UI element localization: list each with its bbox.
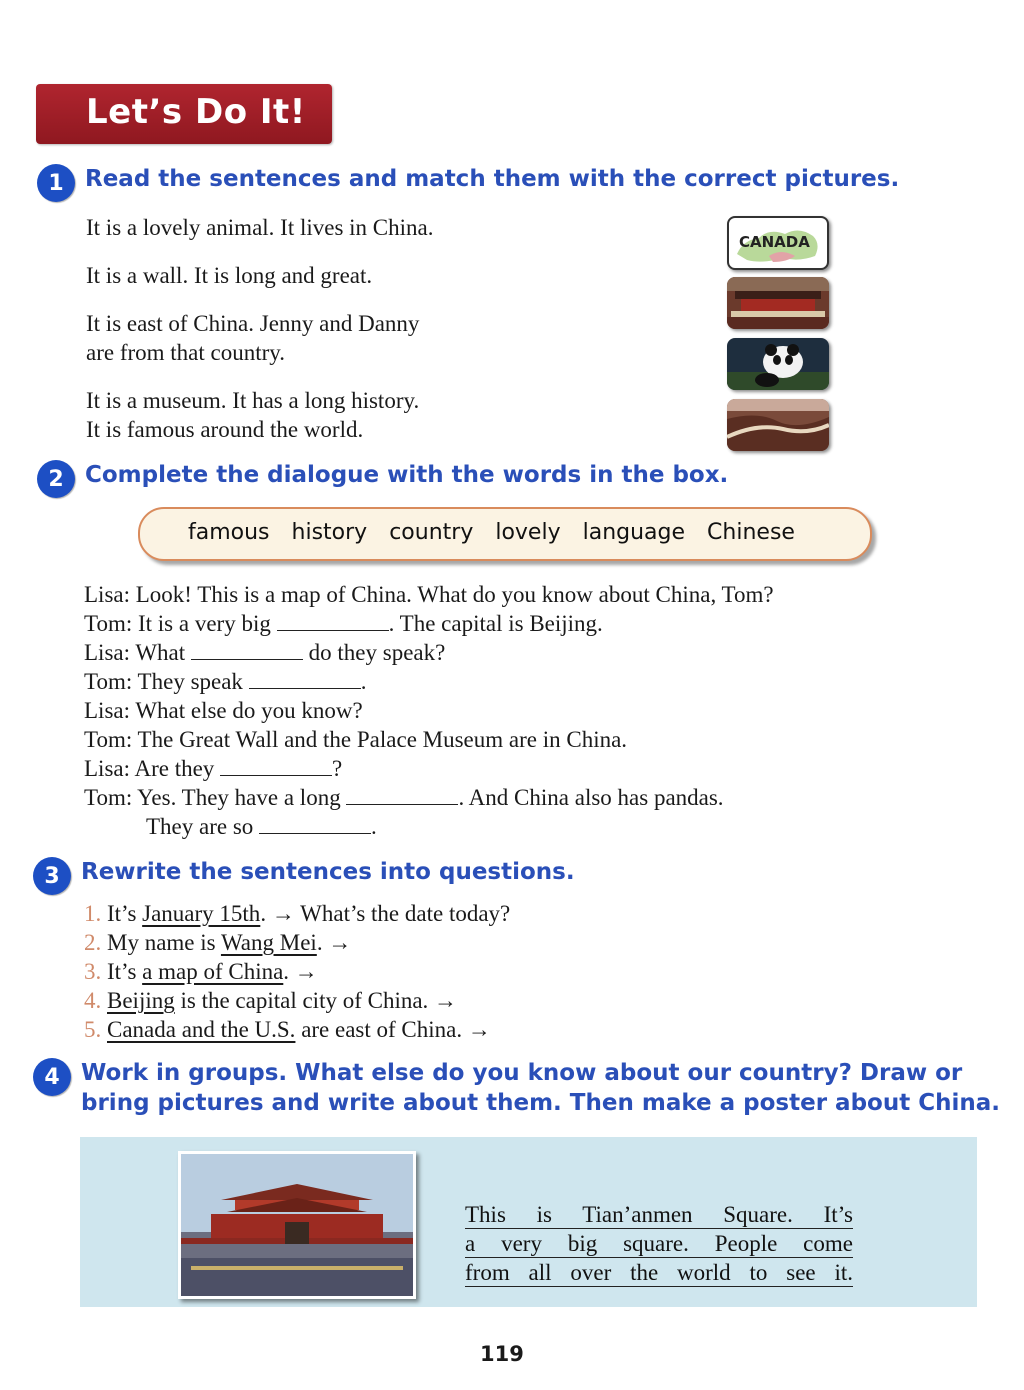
- great-wall-icon[interactable]: [727, 399, 829, 451]
- section-3-heading: [33, 857, 575, 895]
- canada-label: CANADA: [739, 233, 810, 251]
- s1-sentence-3a: It is east of China. Jenny and Danny: [86, 311, 420, 336]
- answer-blank[interactable]: [191, 639, 303, 660]
- dialogue-line-8: Tom: Yes. They have a long . And China also has pandas.: [84, 785, 724, 810]
- s1-sentence-2: It is a wall. It is long and great.: [86, 263, 373, 288]
- section-4-heading: [33, 1058, 1000, 1118]
- lets-do-it-banner: [36, 84, 332, 144]
- rewrite-item-3: 3. It’s a map of China. →: [84, 959, 318, 984]
- poster-caption: [465, 1200, 853, 1287]
- rewrite-item-1: 1. It’s January 15th. → What’s the date today?: [84, 901, 511, 926]
- dialogue-line-2: Tom: It is a very big . The capital is Beijing.: [84, 611, 603, 636]
- banner-title: Let’s Do It!: [86, 92, 306, 132]
- answer-blank[interactable]: [346, 784, 458, 805]
- tiananmen-photo: [178, 1151, 416, 1299]
- word-lovely: lovely: [495, 520, 561, 545]
- answer-blank[interactable]: [220, 755, 332, 776]
- poster-example: [80, 1137, 977, 1307]
- word-language: language: [582, 520, 686, 545]
- word-country: country: [389, 520, 474, 545]
- section-4-number: 4: [33, 1058, 71, 1096]
- rewrite-item-2: 2. My name is Wang Mei. →: [84, 930, 352, 955]
- dialogue-line-3: Lisa: What do they speak?: [84, 640, 446, 665]
- page-number: 119: [480, 1342, 524, 1366]
- section-3-title: Rewrite the sentences into questions.: [81, 859, 575, 885]
- word-history: history: [291, 520, 368, 545]
- s1-sentence-1: It is a lovely animal. It lives in China.: [86, 215, 434, 240]
- section-3-number: 3: [33, 857, 71, 895]
- section-2-heading: [37, 460, 728, 498]
- s1-sentence-3b: are from that country.: [86, 340, 286, 365]
- answer-blank[interactable]: [249, 668, 361, 689]
- word-famous: famous: [188, 520, 270, 545]
- section-1-heading: [37, 164, 899, 202]
- dialogue-line-1: Lisa: Look! This is a map of China. What do you know about China, Tom?: [84, 582, 774, 607]
- word-box: [138, 507, 872, 561]
- section-2-title: Complete the dialogue with the words in the box.: [85, 462, 729, 488]
- poster-line-2: a very big square. People come: [465, 1231, 853, 1256]
- dialogue-line-6: Tom: The Great Wall and the Palace Museum are in China.: [84, 727, 628, 752]
- dialogue-line-4: Tom: They speak .: [84, 669, 367, 694]
- dialogue-line-5: Lisa: What else do you know?: [84, 698, 363, 723]
- palace-museum-icon[interactable]: [727, 277, 829, 329]
- panda-icon[interactable]: [727, 338, 829, 390]
- canada-map-icon[interactable]: [727, 216, 829, 270]
- answer-blank[interactable]: [259, 813, 371, 834]
- rewrite-item-5: 5. Canada and the U.S. are east of China. →: [84, 1017, 491, 1042]
- poster-line-3: from all over the world to see it.: [465, 1260, 853, 1285]
- section-1-title: Read the sentences and match them with the correct pictures.: [85, 166, 900, 192]
- word-chinese: Chinese: [707, 520, 795, 545]
- answer-blank[interactable]: [277, 610, 389, 631]
- s1-sentence-4b: It is famous around the world.: [86, 417, 364, 442]
- poster-line-1: This is Tian’anmen Square. It’s: [465, 1202, 853, 1227]
- rewrite-item-4: 4. Beijing is the capital city of China. →: [84, 988, 458, 1013]
- s1-sentence-4a: It is a museum. It has a long history.: [86, 388, 420, 413]
- dialogue-line-7: Lisa: Are they ?: [84, 756, 343, 781]
- section-4-title: Work in groups. What else do you know about our country? Draw or bring pictures and write about them. Then make a poster about China.: [81, 1060, 1000, 1116]
- section-1-number: 1: [37, 164, 75, 202]
- dialogue-line-9: They are so .: [146, 814, 377, 839]
- section-2-number: 2: [37, 460, 75, 498]
